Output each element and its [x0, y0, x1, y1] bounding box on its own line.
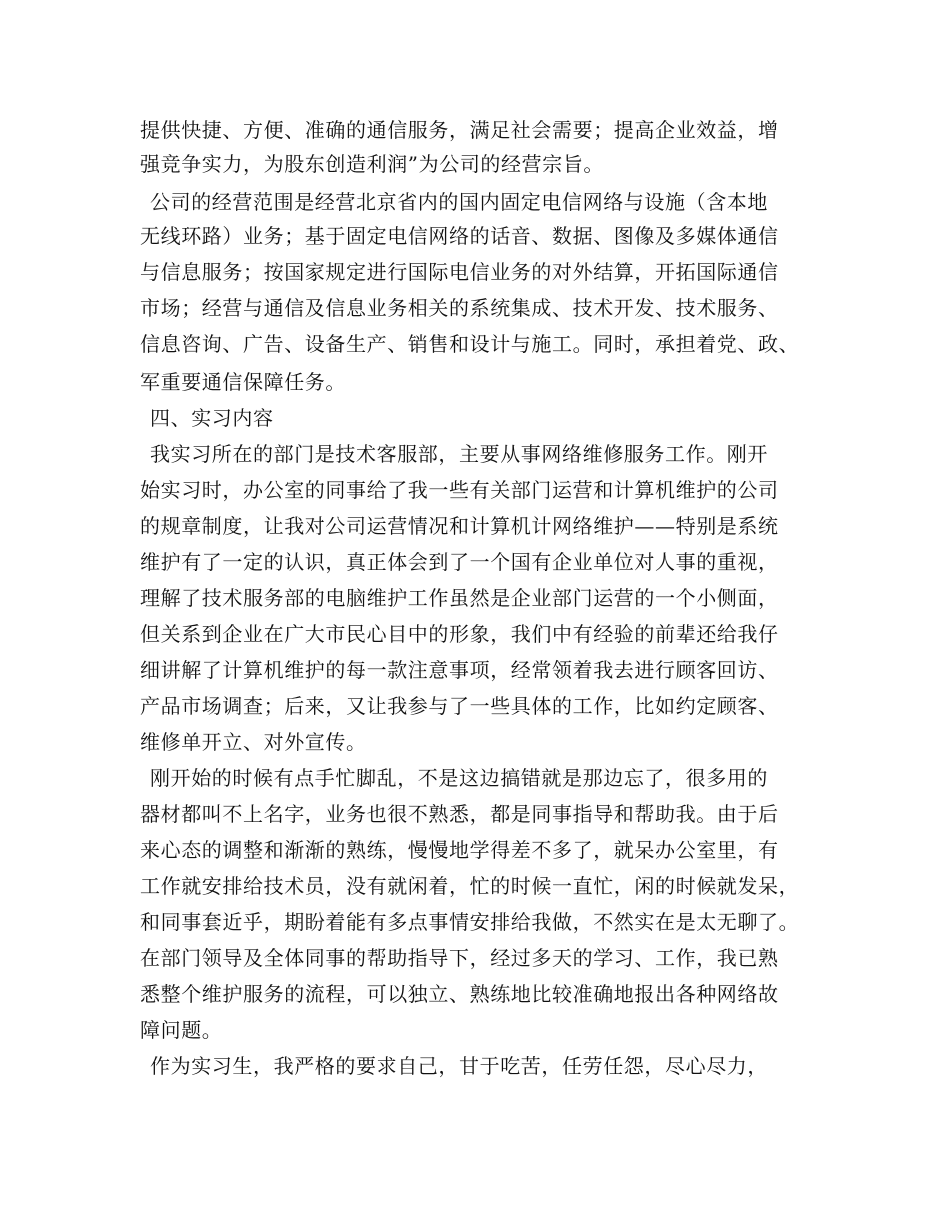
paragraph-line: 刚开始的时候有点手忙脚乱，不是这边搞错就是那边忘了，很多用的 — [150, 766, 768, 790]
text-line: 强竞争实力，为股东创造利润”为公司的经营宗旨。 — [140, 152, 605, 176]
text-line: 悉整个维护服务的流程，可以独立、熟练地比较准确地报出各种网络故 — [140, 982, 779, 1006]
text-line: 的规章制度，让我对公司运营情况和计算机计网络维护——特别是系统 — [140, 514, 779, 538]
text-line: 信息咨询、广告、设备生产、销售和设计与施工。同时，承担着党、政、 — [140, 332, 800, 356]
section-heading: 四、实习内容 — [150, 406, 274, 430]
paragraph-line: 公司的经营范围是经营北京省内的国内固定电信网络与设施（含本地 — [150, 190, 768, 214]
text-line: 来心态的调整和渐渐的熟练，慢慢地学得差不多了，就呆办公室里，有 — [140, 838, 779, 862]
text-line: 障问题。 — [140, 1018, 223, 1042]
text-line: 提供快捷、方便、准确的通信服务，满足社会需要；提高企业效益，增 — [140, 118, 779, 142]
text-line: 与信息服务；按国家规定进行国际电信业务的对外结算，开拓国际通信 — [140, 260, 779, 284]
text-line: 在部门领导及全体同事的帮助指导下，经过多天的学习、工作，我已熟 — [140, 946, 779, 970]
paragraph-line: 作为实习生，我严格的要求自己，甘于吃苦，任劳任怨，尽心尽力， — [150, 1054, 768, 1078]
text-line: 市场；经营与通信及信息业务相关的系统集成、技术开发、技术服务、 — [140, 296, 779, 320]
text-line: 但关系到企业在广大市民心目中的形象，我们中有经验的前辈还给我仔 — [140, 622, 779, 646]
paragraph-line: 我实习所在的部门是技术客服部，主要从事网络维修服务工作。刚开 — [150, 442, 768, 466]
text-line: 无线环路）业务；基于固定电信网络的话音、数据、图像及多媒体通信 — [140, 224, 779, 248]
text-line: 维护有了一定的认识，真正体会到了一个国有企业单位对人事的重视， — [140, 550, 779, 574]
text-line: 工作就安排给技术员，没有就闲着，忙的时候一直忙，闲的时候就发呆， — [140, 874, 800, 898]
text-line: 细讲解了计算机维护的每一款注意事项，经常领着我去进行顾客回访、 — [140, 658, 779, 682]
text-line: 维修单开立、对外宣传。 — [140, 730, 367, 754]
text-line: 始实习时，办公室的同事给了我一些有关部门运营和计算机维护的公司 — [140, 478, 779, 502]
text-line: 器材都叫不上名字，业务也很不熟悉，都是同事指导和帮助我。由于后 — [140, 802, 779, 826]
text-line: 理解了技术服务部的电脑维护工作虽然是企业部门运营的一个小侧面， — [140, 586, 779, 610]
text-line: 和同事套近乎，期盼着能有多点事情安排给我做，不然实在是太无聊了。 — [140, 910, 800, 934]
text-line: 产品市场调查；后来，又让我参与了一些具体的工作，比如约定顾客、 — [140, 694, 779, 718]
text-line: 军重要通信保障任务。 — [140, 370, 346, 394]
